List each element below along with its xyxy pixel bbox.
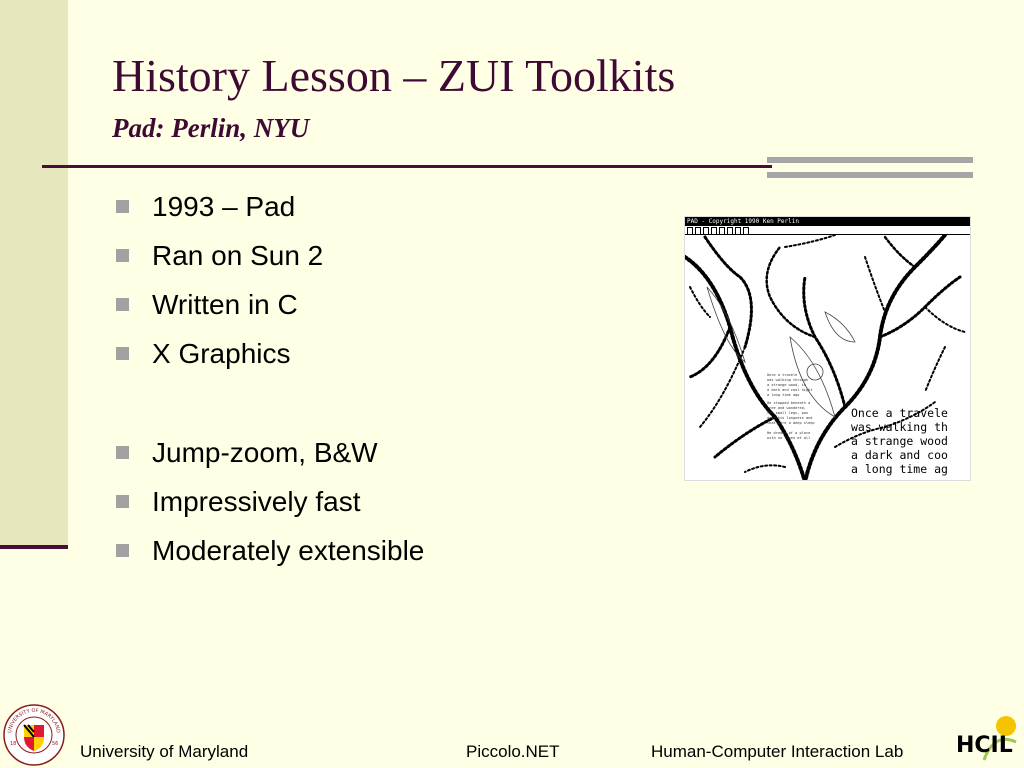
- screenshot-small-text: He stopped beneath a tree and wondered, the small legs, pas down his longness and that were a deep sleep: [767, 400, 815, 425]
- footer-left: University of Maryland: [80, 742, 249, 761]
- screenshot-title-bar: PAD - Copyright 1990 Ken Perlin: [685, 217, 970, 226]
- screenshot-toolbar-button: [711, 227, 717, 235]
- hcil-logo-text: HCIL: [956, 733, 1013, 758]
- slide-subtitle: Pad: Perlin, NYU: [112, 113, 310, 143]
- footer-right: Human-Computer Interaction Lab: [651, 742, 904, 761]
- screenshot-toolbar-button: [687, 227, 693, 235]
- accent-bar-bottom: [767, 172, 973, 178]
- screenshot-small-text: He dreamt of a place with no trees at all: [767, 430, 811, 440]
- side-band: [0, 0, 68, 548]
- square-bullet-icon: [116, 249, 129, 262]
- bullet-text: Jump-zoom, B&W: [152, 437, 378, 468]
- screenshot-toolbar-button: [727, 227, 733, 235]
- screenshot-toolbar-button: [703, 227, 709, 235]
- square-bullet-icon: [116, 544, 129, 557]
- bullet-text: Ran on Sun 2: [152, 240, 324, 271]
- bullet-item: [116, 286, 424, 335]
- square-bullet-icon: [116, 347, 129, 360]
- screenshot-toolbar-button: [735, 227, 741, 235]
- bullet-item: [116, 483, 424, 532]
- square-bullet-icon: [116, 298, 129, 311]
- bullet-item: [116, 434, 424, 483]
- bullet-item: [116, 532, 424, 581]
- footer-center: Piccolo.NET: [466, 742, 560, 761]
- umd-seal-logo: [2, 703, 66, 767]
- slide-title: History Lesson – ZUI Toolkits: [112, 50, 676, 101]
- side-rule: [0, 545, 68, 549]
- square-bullet-icon: [116, 495, 129, 508]
- bullet-text: Moderately extensible: [152, 535, 425, 566]
- umd-seal-text: UNIVERSITY OF MARYLAND: [7, 707, 61, 734]
- screenshot-toolbar: [685, 226, 970, 235]
- bullet-item: [116, 188, 424, 237]
- square-bullet-icon: [116, 446, 129, 459]
- bullet-text: X Graphics: [152, 338, 291, 369]
- screenshot-toolbar-button: [719, 227, 725, 235]
- umd-seal-year-left: 18: [10, 741, 17, 747]
- bullet-item: [116, 237, 424, 286]
- bullet-text: 1993 – Pad: [152, 191, 296, 222]
- screenshot-small-text: Once a travele was walking through a strange wood, in a dark and cool night a long time ago: [767, 372, 813, 397]
- accent-bar-top: [767, 157, 973, 163]
- square-bullet-icon: [116, 200, 129, 213]
- bullet-item: [116, 335, 424, 384]
- umd-seal-year-right: 56: [52, 741, 59, 747]
- title-rule: [42, 165, 772, 168]
- bullet-text: Written in C: [152, 289, 298, 320]
- hcil-logo: [954, 712, 1022, 766]
- bullet-list: [116, 188, 424, 581]
- screenshot-zoomed-text: Once a travele was walking th a strange wood a dark and coo a long time ag: [851, 406, 948, 476]
- screenshot-toolbar-button: [695, 227, 701, 235]
- pad-screenshot: [684, 216, 971, 481]
- bullet-text: Impressively fast: [152, 486, 361, 517]
- screenshot-toolbar-button: [743, 227, 749, 235]
